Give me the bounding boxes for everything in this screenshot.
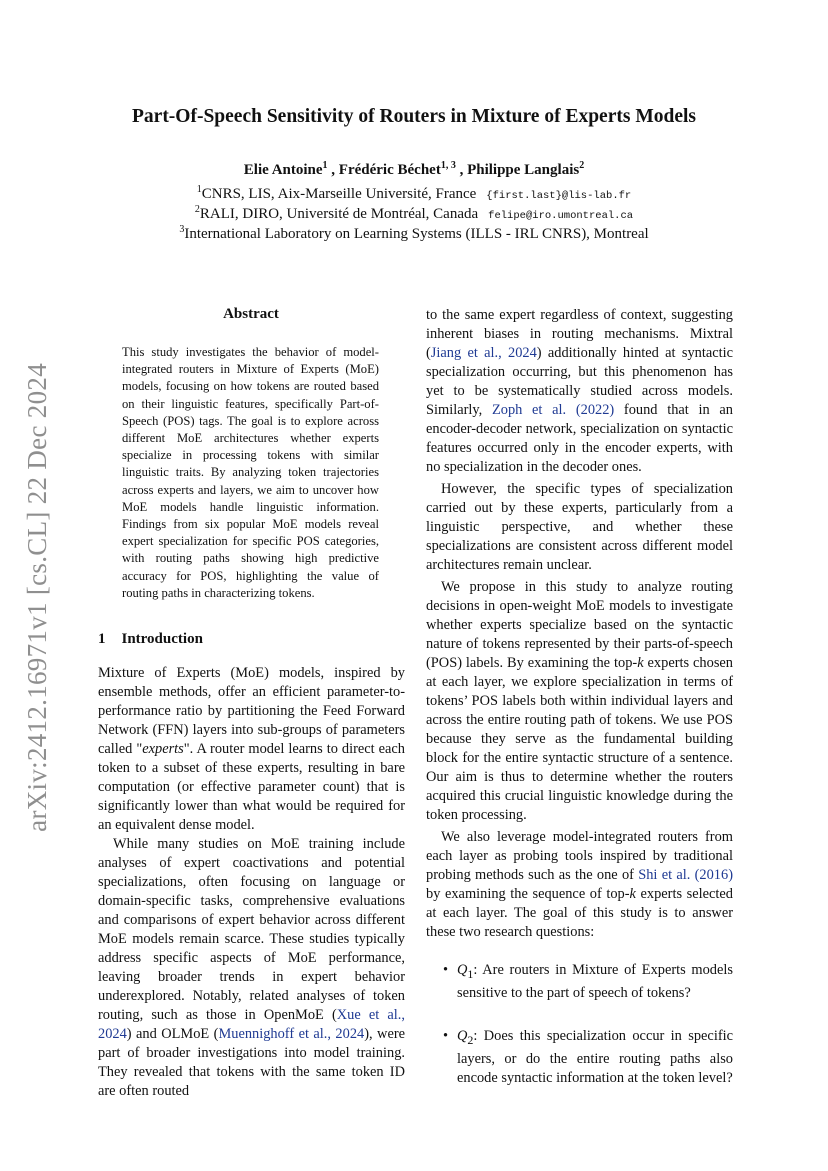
arxiv-identifier: arXiv:2412.16971v1 [cs.CL] 22 Dec 2024 <box>22 363 52 832</box>
citation-link[interactable]: Zoph et al. (2022) <box>491 402 615 418</box>
paragraph: However, the specific types of specialization carried out by these experts, particularly from a linguistic perspective, and whether these specializations are consistent across different model architectures remain unclear. <box>426 481 733 573</box>
author-name: Philippe Langlais <box>467 162 580 178</box>
affil-marker: 1 <box>196 184 202 195</box>
question-subscript: 1 <box>467 966 474 981</box>
affil-text: CNRS, LIS, Aix-Marseille Université, France <box>201 186 477 202</box>
affil-marker: 3 <box>179 224 185 235</box>
email-address[interactable]: {first.last}@lis-lab.fr <box>486 190 632 202</box>
question-text: : Does this specialization occur in specific layers, or do the entire routing paths also encode syntactic information at the token level? <box>457 1027 733 1086</box>
section-number: 1 <box>98 631 106 647</box>
paragraph <box>98 835 405 1101</box>
paragraph <box>426 306 733 477</box>
text-run: ) and OLMoE ( <box>126 1026 219 1042</box>
author-affil-marker: 1, 3 <box>440 160 456 171</box>
emphasis: experts <box>142 741 184 757</box>
text-run: ), were part of broader investigations into model training. They revealed that tokens with the same token ID are often routed <box>98 1026 406 1099</box>
question-label: Q <box>457 1027 468 1044</box>
affil-marker: 2 <box>194 204 200 215</box>
math-variable: k <box>637 655 644 671</box>
bullet-icon: • <box>443 1027 449 1044</box>
affiliation-line <box>0 184 828 203</box>
author-list: Elie Antoine$^1$ , Frédéric Béchet$^{1, 3}$ , Philippe Langlais$^2$ <box>243 160 585 178</box>
abstract-text: This study investigates the behavior of model-integrated routers in Mixture of Experts (MoE) models, focusing on how tokens are routed based on their linguistic features, specifically Part-of-Speech (POS) tags. The goal is to explore across different MoE architectures whether experts specialize in processing tokens with similar linguistic traits. By analyzing token trajectories across experts and layers, we aim to uncover how MoE models handle linguistic information. Findings from six popular MoE models reveal expert specialization for specific POS categories, with routing paths showing high predictive accuracy for POS, highlighting the value of routing paths in characterizing tokens. <box>122 345 379 600</box>
paragraph <box>426 578 733 825</box>
citation-link[interactable]: Xue et al., 2024 <box>98 1007 405 1042</box>
author-name: Frédéric Béchet <box>338 162 441 178</box>
text-run: We propose in this study to analyze routing decisions in open-weight MoE models to investigate whether experts specialize based on the syntactic nature of tokens represented by their parts-of-speech (POS) labels. By examining the top- <box>426 579 733 671</box>
section-heading <box>98 631 203 648</box>
email-address[interactable]: felipe@iro.umontreal.ca <box>488 210 634 222</box>
list-item <box>443 961 733 1003</box>
affiliation-line <box>0 204 828 223</box>
citation-link[interactable]: Muennighoff et al., 2024 <box>218 1026 365 1042</box>
text-run: experts selected at each layer. The goal of this study is to answer these two research questions: <box>426 886 734 940</box>
left-column <box>98 664 405 1101</box>
right-column <box>426 306 733 942</box>
question-text: : Are routers in Mixture of Experts models sensitive to the part of speech of tokens? <box>457 962 733 1001</box>
text-run: ) additionally hinted at syntactic specialization occurring, but this phenomenon has yet to be systematically studied across models. Similarly, <box>426 345 733 418</box>
bullet-icon: • <box>443 962 449 978</box>
text-run: found that in an encoder-decoder network, specialization on syntactic features occurred only in the encoder experts, with no specialization in the decoder ones. <box>426 402 734 475</box>
text-run: While many studies on MoE training include analyses of expert coactivations and potential specializations, often focusing on language or domain-specific tasks, comprehensive evaluations and comparisons of expert behavior across different MoE models remain scarce. These studies typically address specific aspects of MoE performance, leaving broader trends in expert behavior underexplored. Notably, related analyses of token routing, such as those in OpenMoE ( <box>98 836 405 1023</box>
question-label: Q <box>457 962 468 978</box>
question-subscript: 2 <box>467 1032 474 1047</box>
text-run: experts chosen at each layer, we explore specialization in terms of tokens’ POS labels both within individual layers and across the entire routing path of tokens. We use POS because they serve as the fundamental building block for the entire syntactic structure of a sentence. Our aim is thus to determine whether the routers acquired this crucial linguistic knowledge during the token processing. <box>426 655 734 823</box>
text-run: to the same expert regardless of context, suggesting inherent biases in routing mechanisms. Mixtral ( <box>426 307 733 361</box>
author-affil-marker: 1 <box>322 160 328 171</box>
paragraph <box>98 664 405 835</box>
math-variable: k <box>629 886 636 902</box>
paper-title: Part-Of-Speech Sensitivity of Routers in Mixture of Experts Models <box>132 106 696 127</box>
text-run: ". A router model learns to direct each token to a subset of these experts, resulting in bare computation (or effective parameter count) that is significantly lower than what would be required for an equivalent dense model. <box>98 741 405 833</box>
author-name: Elie Antoine <box>243 162 323 178</box>
research-questions-list <box>443 961 733 1112</box>
affiliation-line <box>0 224 828 243</box>
abstract-heading: Abstract <box>223 306 279 322</box>
paragraph <box>426 828 733 942</box>
text-run: by examining the sequence of top- <box>426 886 630 902</box>
text-run: We also leverage model-integrated routers from each layer as probing tools inspired by traditional probing methods such as the one of <box>426 829 733 883</box>
citation-link[interactable]: Jiang et al., 2024 <box>430 345 537 361</box>
list-item <box>443 1027 733 1088</box>
affil-text: RALI, DIRO, Université de Montréal, Canada <box>199 206 479 222</box>
author-affil-marker: 2 <box>579 160 585 171</box>
affil-text: International Laboratory on Learning Systems (ILLS - IRL CNRS), Montreal <box>184 226 649 242</box>
citation-link[interactable]: Shi et al. (2016) <box>638 867 733 883</box>
text-run: Mixture of Experts (MoE) models, inspired by ensemble methods, offer an efficient parameter-to-performance ratio by partitioning the Feed Forward Network (FFN) layers into sub-groups of parameters called " <box>98 665 405 757</box>
section-title: Introduction <box>121 631 203 647</box>
